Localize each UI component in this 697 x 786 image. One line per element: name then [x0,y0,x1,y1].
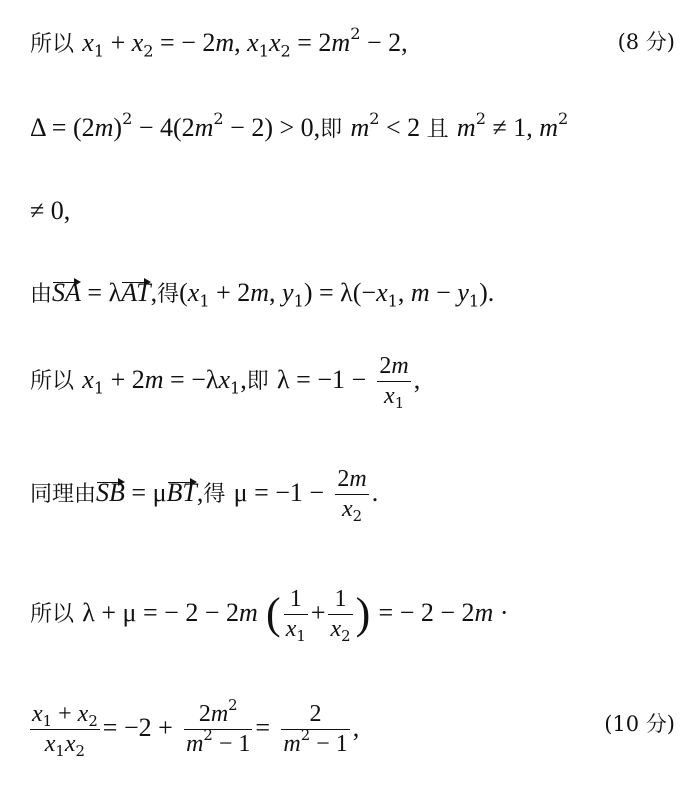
line-vieta: 所以 $x_1 + x_2$ = − 2m, $x_1x_2 = 2m^2 - 2$, (8 分) [30,23,675,61]
line-final: $\frac{x_1 + x_2}{x_1x_2}$ = −2 + $\frac{2m^2}{m^2 - 1}$ = $\frac{2}{m^2 - 1}$ , (10 分) [32,695,675,760]
fraction-2m-over-x2: $\frac{2m}{x_2}$ [337,466,367,525]
fraction-2m-over-x1: $\frac{2m}{x_1}$ [379,353,409,412]
word-de-1: 得 [157,282,180,307]
word-qie: 且 [426,117,449,142]
vector-SA: SA [52,278,81,307]
fraction-2m2-over-m2-1: $\frac{2m^2}{m^2 - 1}$ [186,695,251,757]
fraction-1-over-x2: $\frac{1}{x_2}$ [330,586,351,645]
line-neq-zero: ≠ 0, [30,196,71,225]
word-ji-2: 即 [246,369,269,395]
score-8: (8 分) [617,30,675,54]
line-discriminant: $\Delta = (2m)^2 - 4(2m^2 - 2) > 0$,即 $m^2 < 2$ 且 $m^2 \ne 1$, $m^2$ [30,108,569,142]
word-suoyi-2: 所以 [30,369,75,395]
vector-SB: SB [96,478,125,508]
word-ji-1: 即 [320,117,343,142]
word-de-2: 得 [203,482,226,508]
fraction-1-over-x1: $\frac{1}{x_1}$ [285,586,306,645]
line-lambda-plus-mu: 所以 λ + μ = − 2 − 2m ( $\frac{1}{x_1}$ + $\frac{1}{x_2}$ ) = − 2 − 2m · [30,586,509,645]
line-vector-relation: 由SA = λAT,得($x_1 + 2m$, $y_1) = \lambda(-x_1$, $m - y_1$). [30,278,495,311]
word-suoyi-3: 所以 [30,602,75,628]
word-suoyi: 所以 [30,32,75,57]
vector-BT: BT [166,478,197,508]
score-10: (10 分) [604,712,675,736]
word-tongli-you: 同理由 [30,482,97,508]
word-you-1: 由 [30,282,53,307]
vector-AT: AT [121,278,151,307]
fraction-sum-over-product: $\frac{x_1 + x_2}{x_1x_2}$ [32,701,98,760]
line-lambda: 所以 $x_1 + 2m = -\lambda x_1$,即 λ = −1 − $\frac{2m}{x_1}$ , [30,353,421,412]
fraction-2-over-m2-1: $\frac{2}{m^2 - 1}$ [283,701,348,757]
line-mu: 同理由SB = μBT,得 μ = −1 − $\frac{2m}{x_2}$ . [30,466,379,525]
